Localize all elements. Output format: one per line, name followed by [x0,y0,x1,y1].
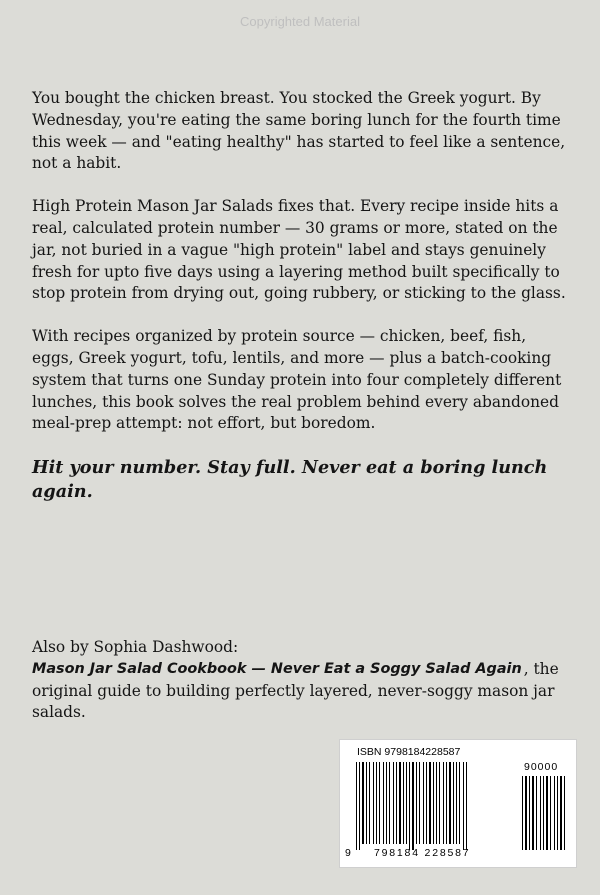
addon-bar [536,776,537,850]
barcode-bar [373,762,374,844]
barcode-bar [383,762,384,844]
barcode-bar [406,762,407,844]
other-book-title: Mason Jar Salad Cookbook — Never Eat a Soggy Salad Again [32,660,522,677]
barcode-bar [419,762,420,844]
barcode-bar [426,762,427,844]
barcode-bar [429,762,431,844]
features-paragraph: With recipes organized by protein source — chicken, beef, fish, eggs, Greek yogurt, tofu, lentils, and more — plus a batch-cooking system that turns one Sunday protein into four completely different lunches, this book solves the real problem behind every abandoned meal-prep attempt: not effort, but boredom. [32,327,562,433]
addon-bar [540,776,541,850]
addon-bar [525,776,527,850]
barcode-bar [449,762,451,844]
addon-bar [564,776,565,850]
barcode-bar [393,762,394,844]
barcode-bar [409,762,410,850]
barcode-bar [376,762,377,844]
intro-paragraph: You bought the chicken breast. You stocked the Greek yogurt. By Wednesday, you're eating the same boring lunch for the fourth time this week — and "eating healthy" has started to feel like a sentence, not a habit. [32,89,566,173]
addon-bar [550,776,551,850]
barcode-bar [399,762,401,844]
tagline: Hit your number. Stay full. Never eat a boring lunch again. [32,457,548,503]
addon-bar [554,776,555,850]
addon-bar [532,776,534,850]
addon-bar [560,776,562,850]
ean-digits: 798184 228587 [374,847,471,859]
barcode-block [339,739,577,868]
barcode-bar [362,762,364,844]
also-by-author-section [32,637,572,724]
barcode-bar [403,762,404,844]
price-code: 90000 [524,761,559,773]
addon-bar [546,776,548,850]
barcode-bar [389,762,390,844]
barcode-bar [443,762,444,844]
barcode-bar [386,762,387,844]
isbn-label: ISBN 9798184228587 [357,746,461,758]
addon-bar [522,776,523,850]
barcode-bar [412,762,414,850]
barcode-bar [453,762,454,844]
barcode-bar [436,762,437,844]
barcode-bar [463,762,464,850]
barcode-bar [459,762,460,844]
addon-bar [557,776,558,850]
addon-bar [543,776,544,850]
back-cover-copy [32,88,572,504]
ean-first-digit: 9 [345,847,351,859]
barcode-bar [446,762,447,844]
barcode-bar [433,762,434,844]
barcode-bar [369,762,370,844]
also-by-intro: Also by Sophia Dashwood: [32,638,239,656]
barcode-bar [359,762,360,850]
barcode-bar [379,762,380,844]
barcode-bar [466,762,467,850]
barcode-bar [423,762,424,844]
addon-bar [529,776,530,850]
copyright-watermark: Copyrighted Material [240,14,360,29]
barcode-bar [416,762,417,844]
pitch-paragraph: High Protein Mason Jar Salads fixes that. Every recipe inside hits a real, calculated protein number — 30 grams or more, stated on the jar, not buried in a vague "high protein" label and stays genuinely fresh for upto five days using a layering method built specifically to stop protein from drying out, going rubbery, or sticking to the glass. [32,197,566,303]
barcode-bar [439,762,440,844]
barcode-bar [366,762,367,844]
barcode-bar [396,762,397,844]
barcode-bar [456,762,457,844]
other-book-description: , the original guide to building perfectly layered, never-soggy mason jar salads. [32,659,559,722]
barcode-bar [356,762,357,850]
